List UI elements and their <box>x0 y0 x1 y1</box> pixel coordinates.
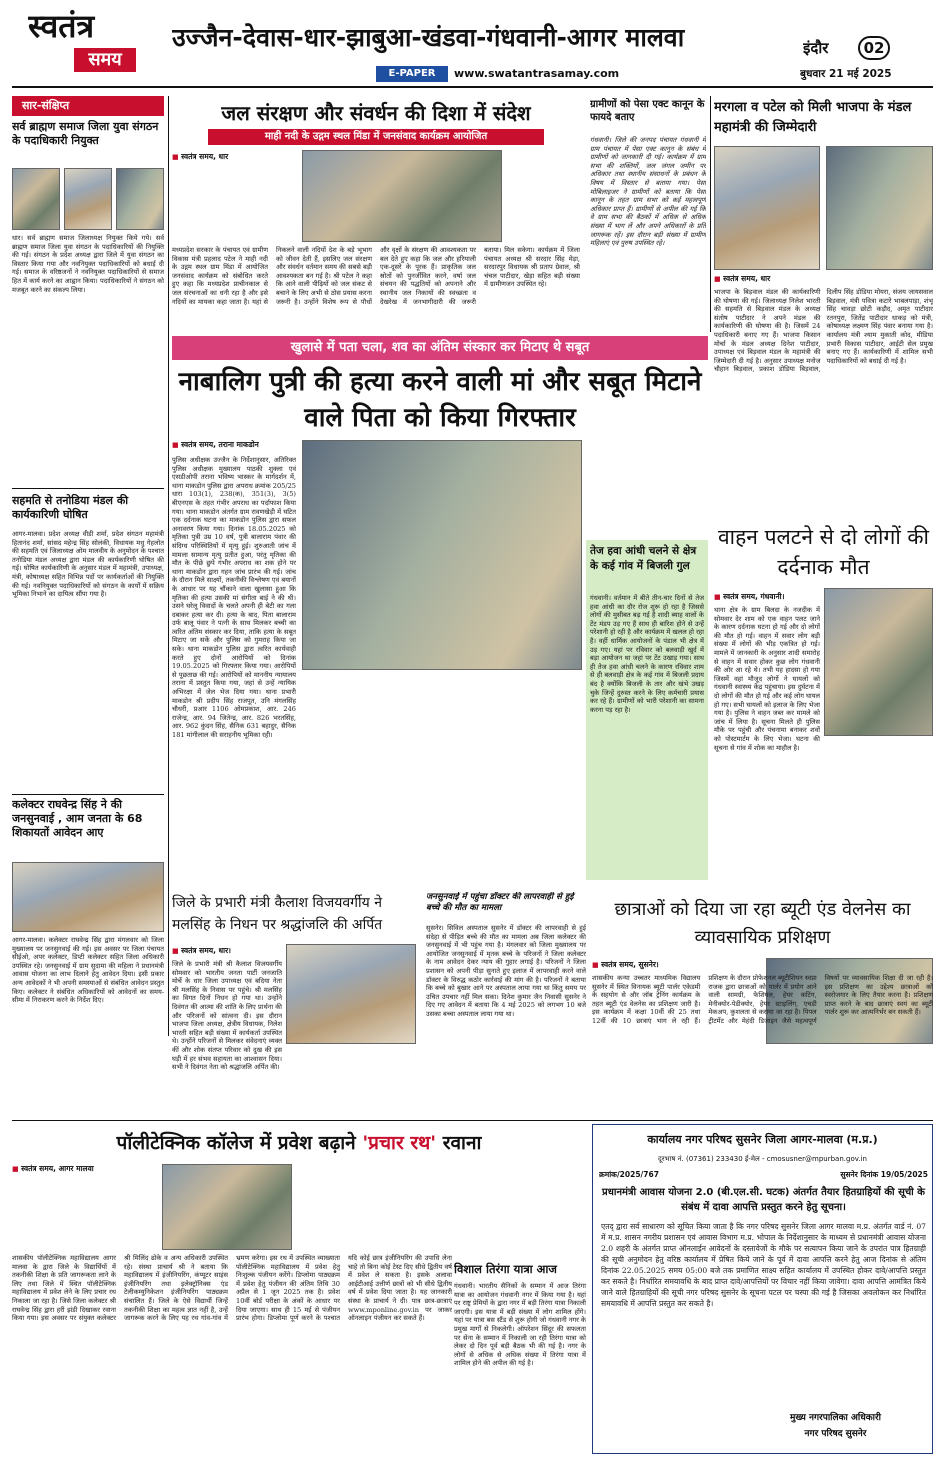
notice-subject: प्रधानमंत्री आवास योजना 2.0 (बी.एल.सी. घटक) अंतर्गत तैयार हितग्राहियों की सूची के संबंध में दावा आपत्ति प्रस्तुत करने हेतु सूचना। <box>602 1187 925 1213</box>
beauty-body: शासकीय कन्या उच्चतर माध्यमिक विद्यालय सुसनेर में स्थित विनायक ब्यूटी पार्लर एकेडमी के सहयोग से और जॉब ट्रेनिंग कार्यक्रम के तहत ब्यूटी एंड वेलनेस का प्रशिक्षण जारी है। इस कार्यक्रम में कक्षा 10वीं की 25 तथा 12वीं की 10 छात्राएं भाग ले रही हैं। प्रशिक्षण के दौरान प्रोफेशनल ब्यूटीशियन स्वप्ना राजक द्वारा छात्राओं को पार्लर में प्रयोग आने वाली सामग्री, फेशियल, हेयर कटिंग, मेनीक्योर-पेडीक्योर, हेयर स्टाइलिंग, एचडी मेकअप, कुशलता से कराया जा रहा है। पिपल ट्रीटमेंट और मेहंदी डिजाइन जैसे महत्वपूर्ण विषयों पर व्यावसायिक शिक्षा दी जा रही है। इस प्रशिक्षण का उद्देश्य छात्राओं को स्वरोजगार के लिए तैयार करना है। प्रशिक्षण प्राप्त करने के बाद छात्राएं स्वयं का ब्यूटी पार्लर शुरू कर आत्मनिर्भर बन सकती हैं। <box>592 974 933 1025</box>
sar-divider-1 <box>12 488 164 489</box>
crime-title: नाबालिग पुत्री की हत्या करने वाली मां और सबूत मिटाने वाले पिता को किया गिरफ्तार <box>178 367 702 433</box>
shraddhanjali-byline: ■ स्वतंत्र समय, धार। <box>172 946 282 958</box>
crime-banner: खुलासे में पता चला, शव का अंतिम संस्कार कर मिटाए थे सबूत <box>172 336 708 360</box>
shraddhanjali-photo <box>286 944 416 1044</box>
gramin-rule <box>710 96 711 332</box>
accident-story <box>714 522 933 892</box>
sar-story1-title: सर्व ब्राह्मण समाज जिला युवा संगठन के पदाधिकारी नियुक्त <box>12 120 159 147</box>
notice-sign-org: नगर परिषद सुसनेर <box>804 1429 867 1439</box>
sar-story3-body: आगर-मालवा। कलेक्टर राघवेन्द्र सिंह द्वारा मंगलवार को जिला मुख्यालय पर जनसुनवाई की गई। इस अवसर पर जिला पंचायत सीईओ, अपर कलेक्टर, डिप्टी कलेक्टर सहित जिला अधिकारी उपस्थित रहे। जनसुनवाई में ग्राम सुदामा की महिला ने प्रधानमंत्री आवास योजना का लाभ दिलाने हेतु आवेदन दिया। इसी प्रकार अन्य आवेदकों ने भी अपनी समस्याओं से संबंधित आवेदन प्रस्तुत किए। कलेक्टर ने संबंधित अधिकारियों को आवेदनों का समय-सीमा में निराकरण करने के निर्देश दिए। <box>12 936 164 1005</box>
poly-byline: ■ स्वतंत्र समय, आगर मालवा <box>12 1164 162 1176</box>
issue-date: बुधवार 21 मई 2025 <box>800 68 892 80</box>
jal-title: जल संरक्षण और संवर्धन की दिशा में संदेश <box>221 101 531 125</box>
crime-photo <box>302 440 582 670</box>
poly-title-c: रवाना <box>436 1132 482 1154</box>
sar-story1-photo-1 <box>12 168 60 230</box>
public-notice <box>592 1124 933 1454</box>
logo-bottom: समय <box>74 48 136 72</box>
notice-ref: क्रमांक/2025/767 <box>599 1170 659 1179</box>
print-color-bar <box>12 1458 212 1464</box>
aandhi-title: तेज हवा आंधी चलने से क्षेत्र के कई गांव में बिजली गुल <box>590 545 697 572</box>
notice-date: सुसनेर दिनांक 19/05/2025 <box>840 1170 928 1179</box>
notice-sign-title: मुख्य नगरपालिका अधिकारी <box>790 1413 881 1423</box>
mandal-photo-1 <box>714 146 820 270</box>
sar-story3-title: कलेक्टर राघवेन्द्र सिंह ने की जनसुनवाई , आम जनता के 68 शिकायतों आवेदन आए <box>12 798 143 839</box>
shraddhanjali-story <box>172 892 416 1116</box>
crime-byline: ■ स्वतंत्र समय, तराना माकडोन <box>172 440 372 452</box>
crime-body-cont <box>302 676 582 880</box>
beauty-title: छात्राओं को दिया जा रहा ब्यूटी एंड वेलनेस का व्यावसायिक प्रशिक्षण <box>614 899 911 948</box>
accident-body: थाना क्षेत्र के ग्राम बिलदा के नजदीक में सोमवार देर शाम को एक वाहन पलट जाने के कारण दर्दनाक घटना हो गई और दो लोगों की मौत हो गई। वाहन में सवार लोग बड़ी संख्या में लोगों की भीड़ एकत्रित हो गई। मामले में जानकारी के अनुसार शादी समारोह से वाहन में सवार होकर कुछ लोग गंधवानी की ओर आ रहे थे। तभी यह हादसा हो गया जिसमें वहां मौजूद लोगों ने घायलों को गंधवानी स्वास्थ्य केंद्र पहुंचाया। इस दुर्घटना में दो लोगों की मौत हो गई और कई लोग घायल हो गए। सभी घायलों को इलाज के लिए भेजा गया है। पुलिस ने वाहन जब्त कर मामले को जांच में लिया है। सूचना मिलते ही पुलिस मौके पर पहुंची और पंचनामा बनाकर शवों को पोस्टमार्टम के लिए भेजा। घटना की सूचना से गांव में शोक का माहौल है। <box>714 606 820 752</box>
masthead <box>0 0 945 92</box>
sar-story1-photo-2 <box>64 168 112 230</box>
sar-story1-photo-3 <box>116 168 164 230</box>
accident-title: वाहन पलटने से दो लोगों की दर्दनाक मौत <box>718 525 929 579</box>
mandal-body: भाजपा के बिड़वाल मंडल की कार्यकारिणी की घोषणा की गई। जिलाध्यक्ष निलेश भारती की सहमति से बिड़वाल मंडल के अध्यक्ष संतोष पाटीदार ने अपने मंडल की कार्यकारिणी की घोषणा की है। जिसमें 24 पदाधिकारी बनाए गए हैं। भाजपा किसान मोर्चा के मंडल अध्यक्ष दिनेश पाटीदार, उपाध्यक्ष एवं बिड़वाल मंडल के महामंत्री की जिम्मेदारी दी गई है। अनुसार उपाध्यक्ष मनोज चौहान बिड़वाल, प्रकाश डोडिया बिड़वाल, दिलीप सिंह डोडिया मोयरा, संजय जायसवाल बिड़वाल, मंत्री पवित्रा कटारे भाबलपाड़ा, शंभू सिंह चावड़ा छोटी कड़ौद, अमृत पाटीदार रतनपुरा, जितेंद्र पाटीदार धाकड़ को मंत्री, कोषाध्यक्ष लक्ष्मण सिंह पंवार बनाया गया है। कार्यालय मंत्री श्याम मुकाती कोद, मीडिया प्रभारी विकास पाटीदार, आईटी सेल प्रमुख बनाए गए हैं। कार्यकारिणी में शामिल सभी पदाधिकारियों को बधाई दी गई है। <box>714 288 933 374</box>
jal-subtitle: माही नदी के उद्गम स्थल मिंडा में जनसंवाद कार्यक्रम आयोजित <box>208 129 544 145</box>
doctor-story <box>426 892 586 1116</box>
jal-photo <box>302 150 502 242</box>
mandal-title: मरगला व पटेल को मिली भाजपा के मंडल महामंत्री की जिम्मेदारी <box>714 100 912 135</box>
sar-story3-photo <box>12 862 164 932</box>
tiranga-story <box>454 1260 586 1454</box>
aandhi-body: गंधवानी। वर्तमान में बीते तीन-चार दिनों से तेज हवा आंधी का दौर रोज शुरू हो रहा है जिससे लोगों की मुसीबत बढ़ गई है शादी ब्याह वालों के टेंट मंडप उड़ गए हैं साथ ही बारिश होने से उन्हें परेशानी हो रही है और कार्यक्रम में खलल हो रहा है। वहीं धार्मिक आयोजनों के पंडाल भी क्षेत्र में उड़ गए। यहां पर रविवार को बलवाड़ी खुर्द में बड़ा आयोजन था जहां पर टेंट उखाड़ गया। साथ ही तेज हवा आंधी चलने के कारण रविवार शाम से ही बलवाड़ी क्षेत्र के कई गांव में बिजली प्रदाय बंद है क्योंकि बिजली के तार और खंभे उखड़ चुके जिन्हें दुरुस्त करने के लिए कर्मचारी प्रयास कर रहे हैं। ग्रामीणों को भारी परेशानी का सामना करना पड़ रहा है। <box>590 594 704 714</box>
jal-body: मध्यप्रदेश सरकार के पंचायत एवं ग्रामीण विकास मंत्री प्रहलाद पटेल ने माही नदी के उद्गम स्थल ग्राम मिंडा में आयोजित जनसंवाद कार्यक्रम को संबोधित करते हुए कहा कि मध्यप्रदेश प्राचीनकाल से जल संरचनाओं का धनी रहा है और इसे नदियों का मायका कहा जाता है। यहां से निकलने वाली नदियों देश के बड़े भूभाग को जीवन देती हैं, इसलिए जल संरक्षण और संवर्धन वर्तमान समय की सबसे बड़ी आवश्यकता बन गई है। श्री पटेल ने कहा कि आने वाली पीढ़ियों को जल संकट से बचाने के लिए अभी से ठोस प्रयास करना जरूरी है। उन्होंने विशेष रूप से पौधों और वृक्षों के संरक्षण की आवश्यकता पर बल देते हुए कहा कि जल और हरियाली एक-दूसरे के पूरक हैं। प्राकृतिक जल स्रोतों को पुनर्जीवित करने, वर्षा जल संचयन की पद्धतियों को अपनाने और स्थानीय जल निकायों की स्वच्छता व देखरेख में जनभागीदारी की जरूरी बताया। मिल सकेगा। कार्यक्रम में जिला पंचायत अध्यक्ष श्री सरदार सिंह मेड़ा, सरदारपुर विधायक श्री प्रताप ग्रेवाल, श्री चंचल पाटीदार, खेड़ा सहित बड़ी संख्या में ग्रामीणजन उपस्थित रहे। <box>172 246 580 306</box>
crime-story <box>172 440 582 880</box>
epaper-label: E-PAPER <box>376 66 448 82</box>
sar-story1-body: धार। सर्व ब्राह्मण समाज जिलाध्यक्ष नियुक्त किये गये। सर्व ब्राह्मण समाज जिला युवा संगठन के पदाधिकारियों की नियुक्ति की गई। संगठन के प्रदेश अध्यक्ष द्वारा जिले में युवा संगठन का विस्तार किया गया और नवनियुक्त पदाधिकारियों को बधाई दी गई। समाज के वरिष्ठजनों ने नवनियुक्त पदाधिकारियों से समाज हित में कार्य करने का आह्वान किया। पदाधिकारियों ने संगठन को मजबूत करने का संकल्प लिया। <box>12 234 164 294</box>
sar-label: सार-संक्षिप्त <box>12 96 164 116</box>
logo-top: स्वतंत्र <box>28 7 95 45</box>
beauty-byline: ■ स्वतंत्र समय, सुसनेर। <box>592 960 752 972</box>
page-number: 02 <box>858 36 890 60</box>
gramin-body: गंधवानी। जिले की जनपद पंचायत गंधवानी में ग्राम पंचायत में पेसा एक्ट कानून के संबंध में ग्रामीणों को जानकारी दी गई। कार्यक्रम में ग्राम सभा की शक्तियों, जल जंगल जमीन पर अधिकार तथा स्थानीय संसाधनों के प्रबंधन के विषय में विस्तार से बताया गया। पेसा मोबिलाइजर ने ग्रामीणों को बताया कि पेसा कानून के तहत ग्राम सभा को कई महत्वपूर्ण अधिकार प्राप्त हैं। ग्रामीणों से अपील की गई कि वे ग्राम सभा की बैठकों में अधिक से अधिक संख्या में भाग लें और अपने अधिकारों के प्रति जागरूक रहें। इस दौरान बड़ी संख्या में ग्रामीण महिलाएं एवं पुरुष उपस्थित रहे। <box>590 136 706 248</box>
crime-body: पुलिस अधीक्षक उज्जैन के निर्देशानुसार, अतिरिक्त पुलिस अधीक्षक मुख्यालय पाठकी शुक्ला एवं एसडीओपी तराना भविष्य भास्कर के मार्गदर्शन में, थाना माकडोन पुलिस द्वारा अपराध क्रमांक 205/25 धारा 103(1), 238(क), 351(3), 3(5) बीएनएस के तहत गंभीर अपराध का पर्दाफाश किया गया। थाना माकडोन अंतर्गत ग्राम रावणखेड़ी में घटित एक दर्दनाक घटना का माकडोन पुलिस द्वारा सफल अनावरण किया गया। दिनांक 18.05.2025 को मृतिका पुत्री उम्र 10 वर्ष, पुत्री बालाराम पंवार की संदिग्ध परिस्थितियों में मृत्यु हुई। शुरुआती जांच में मामला सामान्य मृत्यु प्रतीत हुआ, परंतु मृतिका की मौत के पीछे छुपे गंभीर अपराध का शक होने पर थाना माकडोन द्वारा गहन जांच प्रारंभ की गई। जांच के दौरान मिले साक्ष्यों, तकनीकी विश्लेषण एवं बयानों के आधार पर यह चौंकाने वाला खुलासा हुआ कि मृतिका की हत्या उसकी मां संगीता बाई ने की थी। उसने घरेलू विवादों के चलते अपनी ही बेटी का गला दबाकर हत्या कर दी। हत्या के बाद, पिता बालाराम उर्फ बालू पंवार ने पत्नी के साथ मिलकर बच्ची का त्वरित अंतिम संस्कार कर दिया, ताकि हत्या के सबूत मिटाए जा सकें और पुलिस को गुमराह किया जा सके। थाना माकडोन पुलिस द्वारा त्वरित कार्यवाही करते हुए दोनों आरोपियों को दिनांक 19.05.2025 को गिरफ्तार किया गया। आरोपियों से पूछताछ की गई। आरोपियों को माननीय न्यायालय तराना में प्रस्तुत किया गया, जहां से उन्हें न्यायिक अभिरक्षा में जेल भेज दिया गया। थाना प्रभारी माकडोन श्री प्रदीप सिंह राजपूत, उनि मंगलसिंह चौधरी, प्रआर 1106 ओमप्रकाश, आर. 246 राजेन्द्र, आर. 94 जितेन्द्र, आर. 826 भरतसिंह, आर. 962 कुंदन सिंह, सैनिक 631 बहादुर, सैनिक 181 मांगीलाल की सराहनीय भूमिका रही। <box>172 456 296 739</box>
doctor-body: सुसनेर। सिविल अस्पताल सुसनेर में डॉक्टर की लापरवाही से हुई संदेहा से पीड़ित बच्चे की मौत का मामला अब जिला कलेक्टर की जनसुनवाई में भी पहुंच गया है। मंगलवार को जिला मुख्यालय पर आयोजित जनसुनवाई में मृतक बच्चे के परिजनों ने जिला कलेक्टर के नाम आवेदन देकर न्याय की गुहार लगाई है। परिजनों ने जिला प्रशासन को अपनी पीड़ा सुनाते हुए इलाज में लापरवाही करने वाले डॉक्टर के विरुद्ध कठोर कार्रवाई की मांग की है। परिजनों ने बताया कि बच्चे को बुखार आने पर अस्पताल लाया गया था किंतु समय पर उचित उपचार नहीं मिल सका। दिनेश कुमार जैन निवासी सुसनेर ने दिए गए आवेदन में बताया कि 4 मई 2025 को लगभग 10 बजे उसका बच्चा अस्पताल लाया गया था। <box>426 924 586 1018</box>
poly-body: शासकीय पॉलीटेक्निक महाविद्यालय आगर मालवा के द्वारा जिले के विद्यार्थियों में तकनीकी शिक्षा के प्रति जागरूकता लाने के लिए तथा जिले में स्थित पॉलीटेक्निक महाविद्यालय में प्रवेश लेने के लिए प्रचार रथ निकाला जा रहा है। जिसे जिला कलेक्टर श्री राघवेन्द्र सिंह द्वारा हरी झंडी दिखाकर रवाना किया गया। इस अवसर पर संयुक्त कलेक्टर श्री मिलिंद ढोके व अन्य अधिकारी उपस्थित रहे। संस्था प्राचार्य श्री ने बताया कि महाविद्यालय में इंजीनियरिंग, कंप्यूटर साइंस इंजीनियरिंग तथा इलेक्ट्रॉनिक्स एंड टेलीकम्युनिकेशन इंजीनियरिंग पाठ्यक्रम संचालित हैं। जिले के ऐसे विद्यार्थी जिन्हें तकनीकी शिक्षा का महत्व ज्ञात नहीं है, उन्हें जागरूक करने के लिए यह रथ गांव-गांव में भ्रमण करेगा। इस रथ में उपस्थित व्याख्याता पॉलीटेक्निक महाविद्यालय में प्रवेश हेतु निःशुल्क पंजीयन करेंगे। डिप्लोमा पाठ्यक्रम में प्रवेश हेतु पंजीयन की अंतिम तिथि 30 अप्रैल से 1 जून 2025 तक है। प्रवेश 10वीं बोर्ड परीक्षा के अंकों के आधार पर दिया जाएगा। साथ ही 15 मई से पंजीयन प्रारंभ होगा। डिप्लोमा पूर्ण करने के पश्चात यदि कोई छात्र इंजीनियरिंग की उपाधि लेना चाहे तो बिना कोई टेस्ट दिए सीधे द्वितीय वर्ष में प्रवेश ले सकता है। इसके अलावा आईटीआई उत्तीर्ण छात्रों को भी सीधे द्वितीय वर्ष में प्रवेश दिया जाता है। यह जानकारी संस्था के प्राचार्य ने दी। पात्र छात्र-छात्राएं www.mponline.gov.in पर जाकर ऑनलाइन पंजीयन कर सकते हैं। <box>12 1254 452 1323</box>
city-label: इंदौर <box>803 39 829 57</box>
shraddhanjali-title: जिले के प्रभारी मंत्री कैलाश विजयवर्गीय ने मलसिंह के निधन पर श्रद्धांजलि की अर्पित <box>172 895 383 933</box>
poly-title <box>12 1128 586 1158</box>
notice-body: एतद् द्वारा सर्व साधारण को सूचित किया जाता है कि नगर परिषद सुसनेर जिला आगर मालवा म.प्र. अंतर्गत वार्ड नं. 07 में म.प्र. शासन नगरीय प्रशासन एवं आवास विभाग म.प्र. भोपाल के निर्देशानुसार के माध्यम से प्रधानमंत्री आवास योजना 2.0 शहरी के अंतर्गत प्राप्त ऑनलाईन आवेदनों के दस्तावेजों के मौके पर सत्यापन किया जाने के उपरांत पात्र हितग्राही की सूची अनुमोदन हेतु वरिष्ठ कार्यालय में प्रेषित किये जाने के पूर्व में दावा आपत्ति करने हेतु आज दिनांक से अंतिम दिनांक 22.05.2025 समय 05:00 बजे तक प्रमाणित साक्ष्य सहित कार्यालय में उपस्थित होकर दावे/आपत्ति प्रस्तुत कर सकते है। निर्धारित समयावधि के बाद प्राप्त दावे/आपत्तियों पर विचार नहीं किया जावेगा। दावा आपत्ति आमंत्रित किये जाने वाले हितग्राहियों की सूची नगर परिषद सुसनेर के सूचना पटल पर चस्पा की गई है जिसका अवलोकन कर निर्धारित समयावधि में आपत्ति प्रस्तुत कर सकते है। <box>601 1222 926 1308</box>
jal-byline: ■ स्वतंत्र समय, धार <box>172 152 302 164</box>
doctor-title: जनसुनवाई में पहुंचा डॉक्टर की लापरवाही से हुई बच्चे की मौत का मामला <box>426 892 574 913</box>
notice-contact: दूरभाष नं. (07361) 233430 ई-मेल - cmosusner@mpurban.gov.in <box>658 1155 867 1163</box>
poly-title-b: 'प्रचार रथ' <box>362 1132 437 1154</box>
logo <box>28 6 144 76</box>
accident-photo <box>824 588 933 736</box>
masthead-rule <box>12 86 933 88</box>
left-column-rule <box>168 96 169 1036</box>
mandal-photo-2 <box>826 146 933 270</box>
gramin-title: ग्रामीणों को पेसा एक्ट कानून के फायदे बताए <box>590 99 705 123</box>
website-link[interactable]: www.swatantrasamay.com <box>454 67 620 80</box>
beauty-story <box>592 896 933 1116</box>
jal-story <box>172 96 580 332</box>
mandal-story <box>714 96 933 520</box>
tiranga-title: विशाल तिरंगा यात्रा आज <box>454 1262 557 1276</box>
accident-byline: ■ स्वतंत्र समय, गंधवानी। <box>714 592 820 604</box>
mandal-byline: ■ स्वतंत्र समय, धार <box>714 274 824 286</box>
gramin-story <box>590 96 706 334</box>
bottom-section-rule <box>12 1120 933 1121</box>
poly-photo <box>162 1164 292 1250</box>
sar-story2-body: आगर-मालवा। प्रदेश अध्यक्ष वीडी शर्मा, प्रदेश संगठन महामंत्री हितानंद शर्मा, सांसद महेन्द्र सिंह सोलंकी, विधायक मधु गेहलोत की सहमति एवं जिलाध्यक्ष ओम मालवीय के अनुमोदन के पश्चात तनोडिया मंडल अध्यक्ष द्वारा मंडल की कार्यकारिणी घोषित की गई। घोषित कार्यकारिणी के अनुसार मंडल में महामंत्री, उपाध्यक्ष, मंत्री, कोषाध्यक्ष सहित विभिन्न पदों पर कार्यकर्ताओं की नियुक्ति की गई। नवनियुक्त पदाधिकारियों को संगठन के कार्यों में सक्रिय भूमिका निभाने का दायित्व सौंपा गया है। <box>12 530 164 599</box>
headline-strip: उज्जैन-देवास-धार-झाबुआ-खंडवा-गंधवानी-आगर मालवा <box>172 23 685 52</box>
tiranga-body: गंधवानी। भारतीय सैनिकों के सम्मान में आज तिरंगा यात्रा का आयोजन गंधवानी नगर में किया गया है। यहां पर राष्ट्र प्रेमियों के द्वारा नगर में बड़ी तिरंगा यात्रा निकाली जाएगी। इस यात्रा में बड़ी संख्या में लोग शामिल होंगे। यहां पर यात्रा बस स्टैंड से शुरू होगी जो गंधवानी नगर के प्रमुख मार्गों से निकलेगी। ऑपरेशन सिंदूर की सफलता पर सेना के सम्मान में निकाली जा रही तिरंगा यात्रा को लेकर दो दिन पूर्व बड़ी बैठक भी की गई है। नगर के लोगों से अधिक से अधिक संख्या में तिरंगा यात्रा में शामिल होने की अपील की गई है। <box>454 1282 586 1368</box>
poly-title-a: पॉलीटेक्निक कॉलेज में प्रवेश बढ़ाने <box>116 1132 363 1154</box>
sar-story2-title: सहमति से तनोडिया मंडल की कार्यकारिणी घोषित <box>12 494 129 521</box>
aandhi-story <box>586 540 708 880</box>
notice-office: कार्यालय नगर परिषद सुसनेर जिला आगर-मालवा (म.प्र.) <box>647 1133 878 1146</box>
sar-divider-2 <box>12 794 164 795</box>
sar-column <box>12 96 164 1036</box>
shraddhanjali-body: जिले के प्रभारी मंत्री श्री कैलाश विजयवर्गीय सोमवार को भारतीय जनता पार्टी जनजाति मोर्चे के धार जिला उपाध्यक्ष एवं बदिया नेता श्री मलसिंह के निवास पर पहुंचे। श्री मलसिंह का विगत दिनों निधन हो गया था। उन्होंने दिवंगत की आत्मा की शांति के लिए प्रार्थना की और परिजनों को सांत्वना दी। इस दौरान भाजपा जिला अध्यक्ष, क्षेत्रीय विधायक, निलेश भारती सहित बड़ी संख्या में कार्यकर्ता उपस्थित थे। उन्होंने परिजनों से मिलकर संवेदनाएं व्यक्त कीं और शोक संतप्त परिवार को दुख की इस घड़ी में हर संभव सहायता का आश्वासन दिया। सभी ने दिवंगत नेता को श्रद्धांजलि अर्पित की। <box>172 960 282 1072</box>
